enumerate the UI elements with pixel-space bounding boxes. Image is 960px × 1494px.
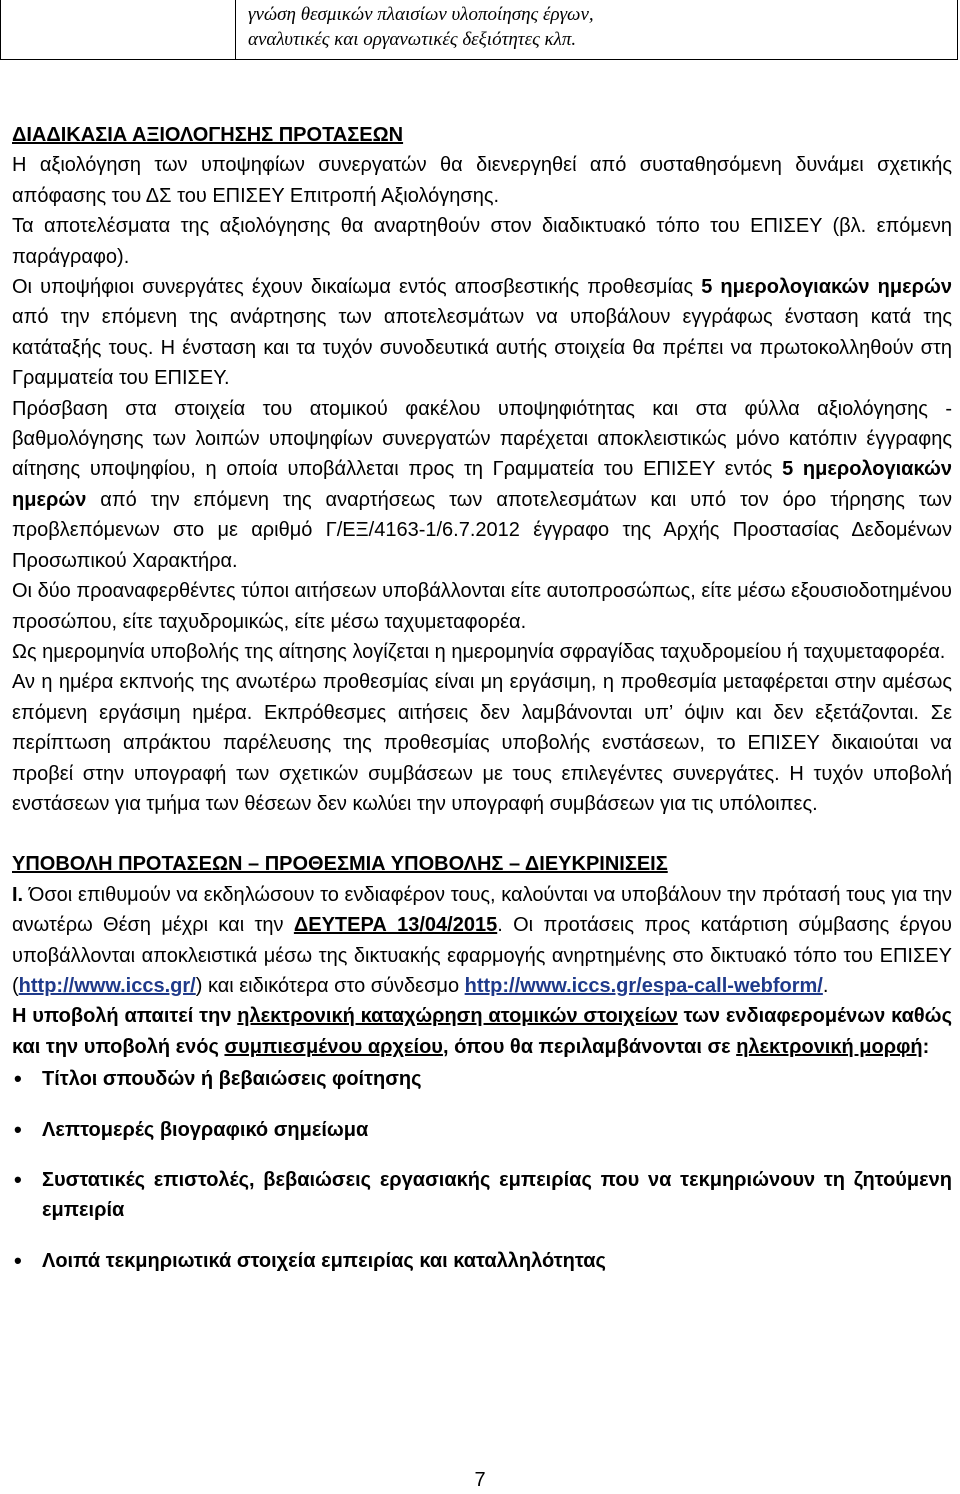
paragraph-submission-instructions: Ι. Όσοι επιθυμούν να εκδηλώσουν το ενδιαφέρον τους, καλούνται να υποβάλουν την πρότασή τους για την ανωτέρω Θέση μέχρι και την ΔΕΥΤΕΡΑ 13/04/2015. Οι προτάσεις προς κατάρτιση σύμβασης έργου υποβάλλονται αποκλειστικά μέσω της δικτυακής εφαρμογής ανηρτημένης στο δικτυακό τόπο του ΕΠΙΣΕΥ (http://www.iccs.gr/) και ειδικότερα στο σύνδεσμο http://www.iccs.gr/espa-call-webform/. (12, 883, 952, 997)
espa-webform-link[interactable]: http://www.iccs.gr/espa-call-webform/ (464, 974, 823, 997)
document-body (12, 120, 952, 1276)
list-item: • Συστατικές επιστολές, βεβαιώσεις εργασιακής εμπειρίας που να τεκμηριώνουν τη ζητούμενη εμπειρία (12, 1165, 952, 1226)
table-left-cell (1, 0, 236, 59)
header-cell-line-1: γνώση θεσμικών πλαισίων υλοποίησης έργων, (248, 4, 594, 25)
iccs-home-link[interactable]: http://www.iccs.gr/ (18, 974, 196, 997)
section-submission (12, 849, 952, 1276)
page-number: 7 (474, 1469, 486, 1491)
paragraph-submission-methods: Οι δύο προαναφερθέντες τύποι αιτήσεων υποβάλλονται είτε αυτοπροσώπως, είτε μέσω εξουσιοδοτημένου προσώπου, είτε ταχυδρομικώς, είτε μέσω ταχυμεταφορέα. (12, 580, 952, 633)
header-cell-line-2: αναλυτικές και οργανωτικές δεξιότητες κλπ. (248, 29, 577, 50)
paragraph-submission-date: Ως ημερομηνία υποβολής της αίτησης λογίζεται η ημερομηνία σφραγίδας ταχυδρομείου ή ταχυμεταφορέα. (12, 640, 946, 663)
paragraph-deadline-rules: Αν η ημέρα εκπνοής της ανωτέρω προθεσμίας είναι μη εργάσιμη, η προθεσμία μεταφέρεται στην αμέσως επόμενη εργάσιμη ημέρα. Εκπρόθεσμες αιτήσεις δεν λαμβάνονται υπ’ όψιν και δεν εξετάζονται. Σε περίπτωση απράκτου παρέλευσης της προθεσμίας υποβολής ενστάσεων, το ΕΠΙΣΕΥ δικαιούται να προβεί στην υπογραφή των σχετικών συμβάσεων με τους επιλεγέντες συνεργάτες. Η τυχόν υποβολή ενστάσεων για τμήμα των θέσεων δεν κωλύει την υπογραφή συμβάσεων για τις υπόλοιπες. (12, 671, 952, 815)
required-documents-list (12, 1064, 952, 1276)
paragraph-evaluation-committee: Η αξιολόγηση των υποψηφίων συνεργατών θα διενεργηθεί από συσταθησόμενη δυνάμει σχετικής απόφασης του ΔΣ του ΕΠΙΣΕΥ Επιτροπή Αξιολόγησης. (12, 154, 952, 207)
list-item: • Λεπτομερές βιογραφικό σημείωμα (12, 1115, 952, 1145)
paragraph-file-access: Πρόσβαση στα στοιχεία του ατομικού φακέλου υποψηφιότητας και στα φύλλα αξιολόγησης - βαθμολόγησης των λοιπών υποψηφίων συνεργατών παρέχεται αποκλειστικώς μόνο κατόπιν έγγραφης αίτησης υποψηφίου, η οποία υποβάλλεται προς τη Γραμματεία του ΕΠΙΣΕΥ εντός 5 ημερολογιακών ημερών από την επόμενη της αναρτήσεως των αποτελεσμάτων και υπό τον όρο τήρησης των προβλεπόμενων στο με αριθμό Γ/ΕΞ/4163-1/6.7.2012 έγγραφο της Αρχής Προστασίας Δεδομένων Προσωπικού Χαρακτήρα. (12, 397, 952, 572)
list-item: • Λοιπά τεκμηριωτικά στοιχεία εμπειρίας και καταλληλότητας (12, 1246, 952, 1276)
section-title-submission: ΥΠΟΒΟΛΗ ΠΡΟΤΑΣΕΩΝ – ΠΡΟΘΕΣΜΙΑ ΥΠΟΒΟΛΗΣ – ΔΙΕΥΚΡΙΝΙΣΕΙΣ (12, 853, 668, 876)
paragraph-results-publication: Τα αποτελέσματα της αξιολόγησης θα αναρτηθούν στον διαδικτυακό τόπο του ΕΠΙΣΕΥ (βλ. επόμενη παράγραφο). (12, 215, 952, 268)
table-fragment (0, 0, 958, 60)
section-title-evaluation: ΔΙΑΔΙΚΑΣΙΑ ΑΞΙΟΛΟΓΗΣΗΣ ΠΡΟΤΑΣΕΩΝ (12, 124, 404, 146)
paragraph-objection-right: Οι υποψήφιοι συνεργάτες έχουν δικαίωμα εντός αποσβεστικής προθεσμίας 5 ημερολογιακών ημερών από την επόμενη της ανάρτησης των αποτελεσμάτων να υποβάλουν εγγράφως ένσταση κατά της κατάταξής τους. Η ένσταση και τα τυχόν συνοδευτικά αυτής στοιχεία θα πρέπει να πρωτοκολληθούν στη Γραμματεία του ΕΠΙΣΕΥ. (12, 276, 952, 390)
deadline-date: ΔΕΥΤΕΡΑ 13/04/2015 (293, 914, 498, 937)
table-right-cell (248, 2, 668, 52)
list-item: • Τίτλοι σπουδών ή βεβαιώσεις φοίτησης (12, 1064, 952, 1094)
paragraph-submission-requirements: Η υποβολή απαιτεί την ηλεκτρονική καταχώρηση ατομικών στοιχείων των ενδιαφερομένων καθώς και την υποβολή ενός συμπιεσμένου αρχείου, όπου θα περιλαμβάνονται σε ηλεκτρονική μορφή: (12, 1005, 952, 1058)
